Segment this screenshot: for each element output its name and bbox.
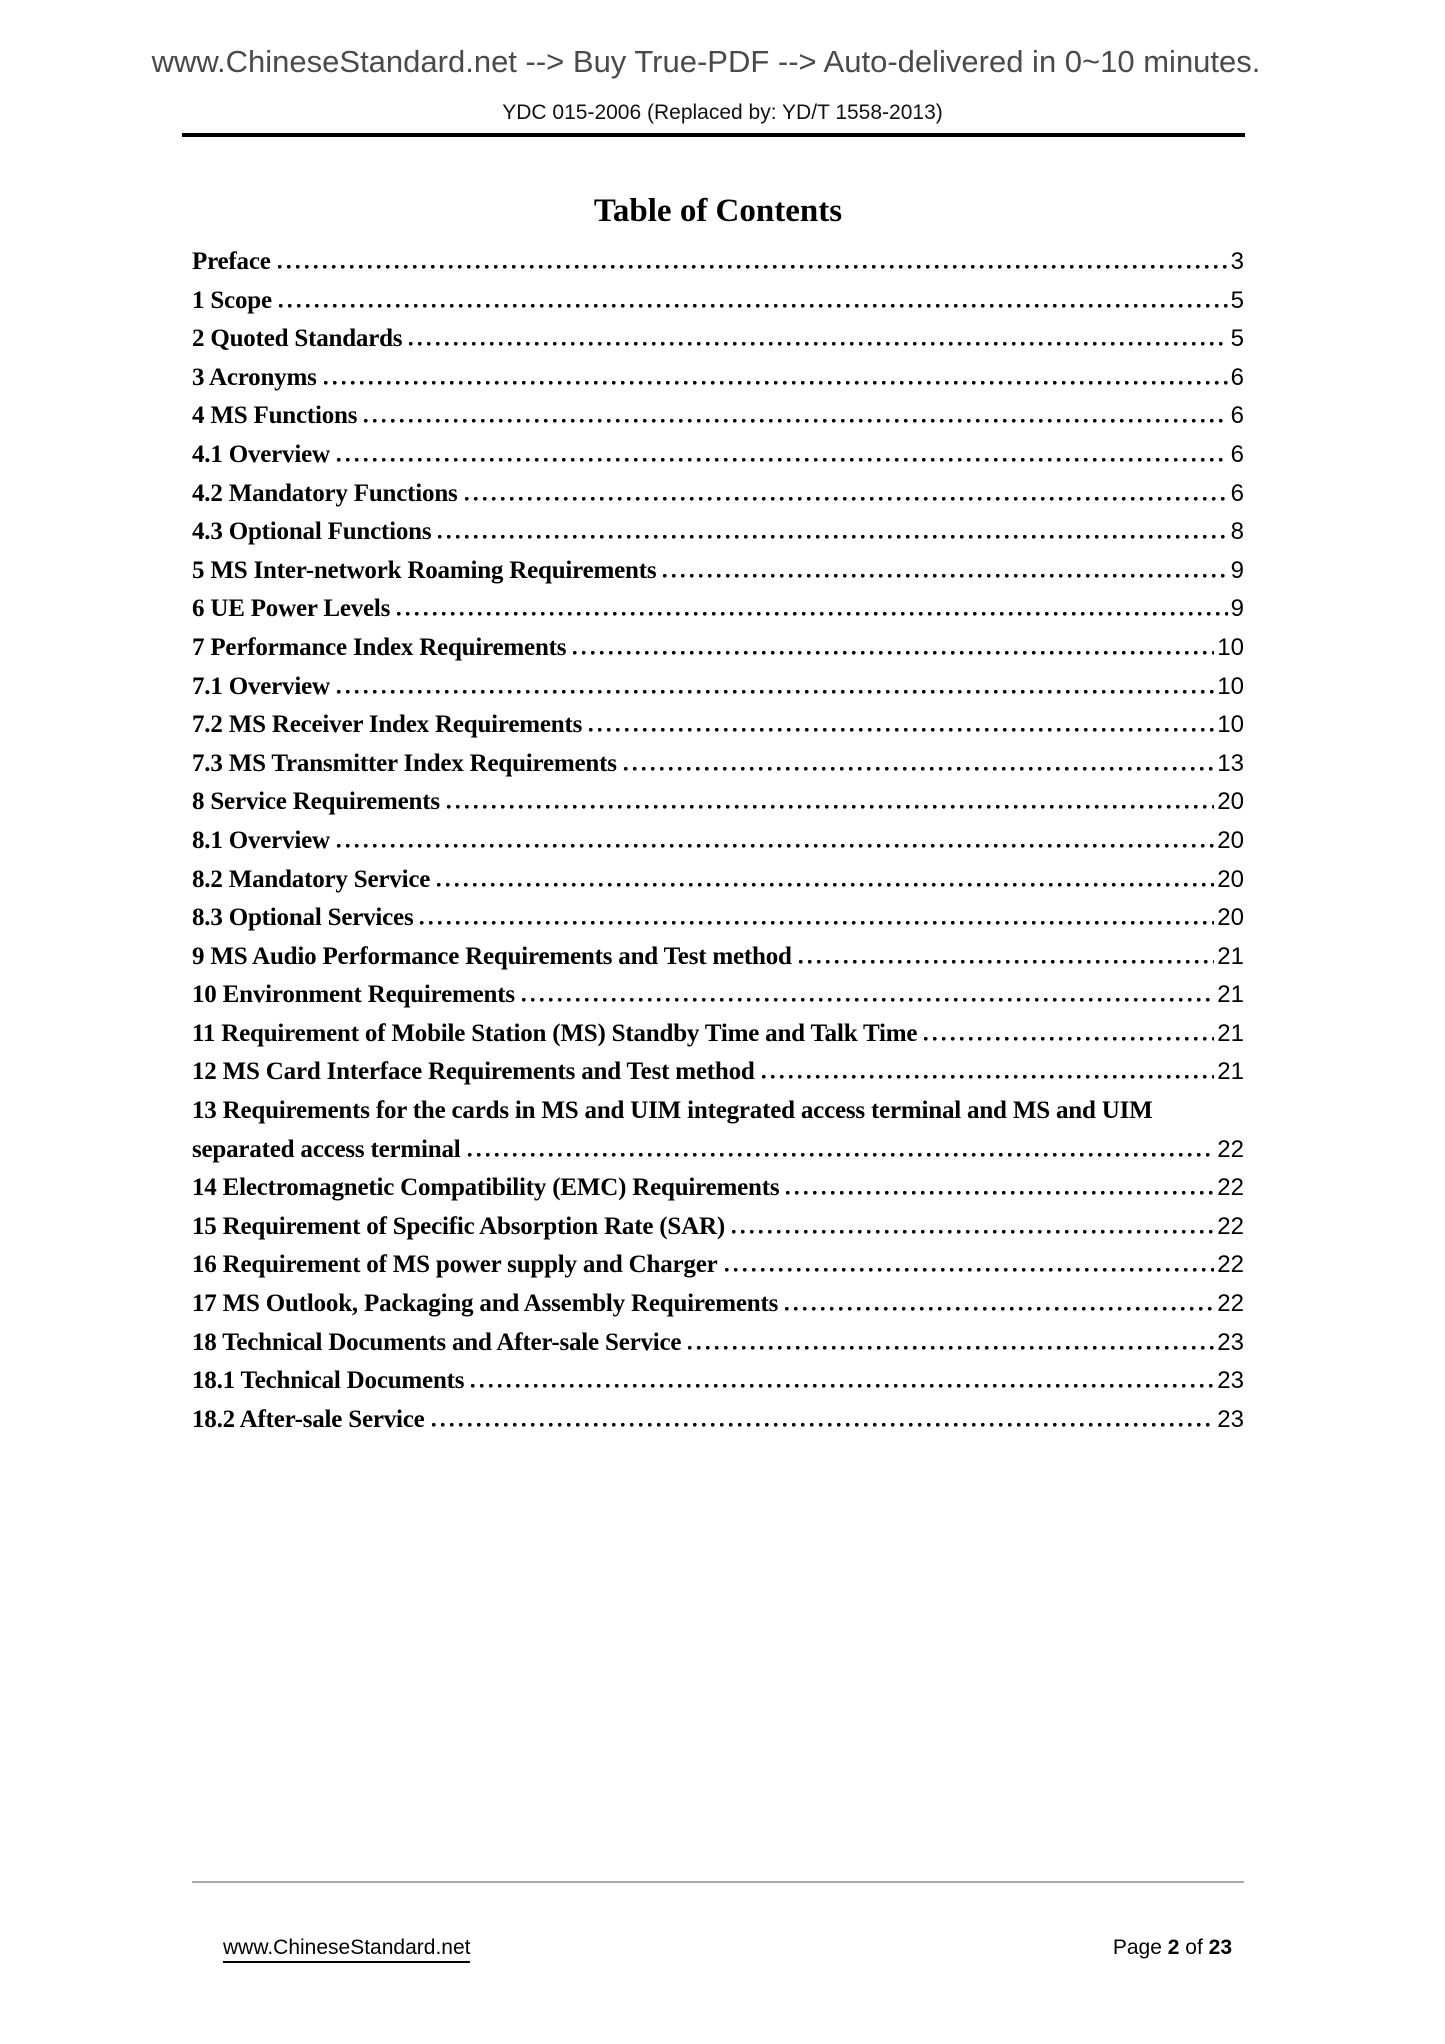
toc-entry — [192, 475, 1244, 514]
toc-dot-leader — [471, 1384, 1214, 1388]
toc-dot-leader — [468, 1153, 1215, 1157]
toc-entry-page: 22 — [1217, 1212, 1244, 1240]
toc-dot-leader — [409, 342, 1227, 346]
table-of-contents — [192, 243, 1244, 1439]
toc-entry-label: 10 Environment Requirements — [192, 981, 515, 1009]
toc-entry-page: 22 — [1217, 1135, 1244, 1163]
toc-entry-page: 5 — [1230, 286, 1244, 314]
toc-entry-label: 5 MS Inter-network Roaming Requirements — [192, 556, 657, 584]
toc-entry-label: 7.1 Overview — [192, 672, 330, 700]
toc-entry — [192, 668, 1244, 707]
toc-entry-label: 16 Requirement of MS power supply and Charger — [192, 1251, 718, 1279]
toc-entry-page: 10 — [1217, 633, 1244, 661]
toc-entry-label: 8.3 Optional Services — [192, 904, 414, 932]
toc-dot-leader — [364, 419, 1227, 423]
toc-entry-page: 8 — [1230, 518, 1244, 546]
toc-entry-page: 3 — [1230, 248, 1244, 275]
toc-entry — [192, 282, 1244, 321]
footer-page-indicator — [1113, 1936, 1232, 1960]
toc-entry-page: 6 — [1230, 479, 1244, 507]
toc-entry-page: 20 — [1217, 865, 1244, 893]
toc-entry-page: 10 — [1217, 711, 1244, 739]
toc-entry — [192, 552, 1244, 591]
toc-entry-label: 1 Scope — [192, 286, 272, 314]
toc-entry-page: 9 — [1230, 595, 1244, 623]
toc-entry — [192, 861, 1244, 900]
toc-entry-page: 21 — [1217, 1058, 1244, 1086]
toc-dot-leader — [279, 304, 1228, 308]
toc-dot-leader — [337, 844, 1214, 848]
toc-entry — [192, 822, 1244, 861]
toc-entry-label: Preface — [192, 248, 271, 275]
footer-of-label: of — [1185, 1936, 1203, 1959]
toc-entry-page: 9 — [1230, 556, 1244, 584]
toc-entry-page: 22 — [1217, 1251, 1244, 1279]
toc-entry-page: 6 — [1230, 440, 1244, 468]
toc-entry — [192, 745, 1244, 784]
toc-dot-leader — [663, 574, 1227, 578]
toc-entry-label: 18.1 Technical Documents — [192, 1367, 465, 1395]
toc-entry-label: 7.3 MS Transmitter Index Requirements — [192, 749, 617, 777]
toc-entry-page: 20 — [1217, 788, 1244, 816]
header-doc-id: YDC 015-2006 (Replaced by: YD/T 1558-2013) — [502, 101, 943, 124]
toc-entry-label: separated access terminal — [192, 1135, 461, 1163]
toc-dot-leader — [589, 728, 1214, 732]
toc-entry — [192, 243, 1244, 282]
toc-entry — [192, 899, 1244, 938]
toc-entry-page: 13 — [1217, 749, 1244, 777]
toc-dot-leader — [447, 805, 1214, 809]
toc-entry-label: 14 Electromagnetic Compatibility (EMC) Requirements — [192, 1174, 780, 1202]
toc-dot-leader — [573, 651, 1214, 655]
toc-entry-label: 6 UE Power Levels — [192, 595, 391, 623]
toc-dot-leader — [397, 612, 1227, 616]
header-note: www.ChineseStandard.net --> Buy True-PDF --> Auto-delivered in 0~10 minutes. — [151, 44, 1261, 79]
toc-entry-page: 22 — [1217, 1290, 1244, 1318]
toc-entry — [192, 938, 1244, 977]
toc-dot-leader — [725, 1268, 1215, 1272]
toc-dot-leader — [324, 381, 1228, 385]
toc-entry — [192, 1015, 1244, 1054]
toc-entry-label: 15 Requirement of Specific Absorption Rate (SAR) — [192, 1212, 725, 1240]
footer-page-total: 23 — [1208, 1936, 1232, 1959]
toc-dot-leader — [762, 1075, 1215, 1079]
toc-entry — [192, 320, 1244, 359]
toc-entry-page: 23 — [1217, 1328, 1244, 1356]
toc-entry — [192, 1401, 1244, 1440]
toc-entry — [192, 1285, 1244, 1324]
toc-entry-label: 2 Quoted Standards — [192, 325, 403, 353]
toc-entry-page: 10 — [1217, 672, 1244, 700]
toc-entry-label: 11 Requirement of Mobile Station (MS) Standby Time and Talk Time — [192, 1019, 918, 1047]
toc-entry-label: 4.3 Optional Functions — [192, 518, 432, 546]
toc-entry-label: 18.2 After-sale Service — [192, 1405, 425, 1433]
toc-entry — [192, 1131, 1244, 1170]
toc-entry — [192, 976, 1244, 1015]
toc-entry — [192, 783, 1244, 822]
toc-entry — [192, 359, 1244, 398]
toc-entry-page: 21 — [1217, 942, 1244, 970]
footer-page-label: Page — [1112, 1936, 1162, 1959]
toc-entry — [192, 436, 1244, 475]
toc-dot-leader — [465, 497, 1228, 501]
toc-entry-label: 3 Acronyms — [192, 363, 317, 391]
toc-entry — [192, 590, 1244, 629]
toc-entry — [192, 629, 1244, 668]
page-footer — [223, 1936, 1232, 1963]
toc-dot-leader — [337, 690, 1214, 694]
footer-divider — [192, 1881, 1244, 1883]
toc-entry-label: 17 MS Outlook, Packaging and Assembly Requirements — [192, 1290, 779, 1318]
toc-entry — [192, 706, 1244, 745]
toc-dot-leader — [785, 1307, 1214, 1311]
toc-entry-page: 20 — [1217, 904, 1244, 932]
toc-entry-page: 21 — [1217, 981, 1244, 1009]
toc-dot-leader — [420, 921, 1214, 925]
toc-dot-leader — [924, 1037, 1214, 1041]
toc-dot-leader — [522, 998, 1214, 1002]
toc-entry-page: 21 — [1217, 1019, 1244, 1047]
toc-entry-label: 8.2 Mandatory Service — [192, 865, 431, 893]
toc-entry-label: 4 MS Functions — [192, 402, 358, 430]
footer-site-link[interactable]: www.ChineseStandard.net — [223, 1936, 470, 1963]
toc-entry — [192, 1092, 1244, 1131]
toc-entry — [192, 1208, 1244, 1247]
toc-entry-label: 18 Technical Documents and After-sale Service — [192, 1328, 682, 1356]
toc-entry — [192, 1324, 1244, 1363]
toc-dot-leader — [732, 1230, 1214, 1234]
toc-entry-page: 23 — [1217, 1367, 1244, 1395]
header-divider — [182, 133, 1245, 137]
toc-entry — [192, 397, 1244, 436]
toc-entry-page: 23 — [1217, 1405, 1244, 1433]
toc-entry-label: 13 Requirements for the cards in MS and UIM integrated access terminal and MS and UIM — [192, 1097, 1153, 1125]
toc-dot-leader — [786, 1191, 1214, 1195]
toc-entry — [192, 1053, 1244, 1092]
toc-entry-page: 6 — [1230, 363, 1244, 391]
toc-dot-leader — [437, 883, 1214, 887]
toc-entry-label: 7.2 MS Receiver Index Requirements — [192, 711, 583, 739]
toc-dot-leader — [799, 960, 1215, 964]
toc-entry — [192, 1169, 1244, 1208]
toc-dot-leader — [432, 1423, 1215, 1427]
toc-dot-leader — [278, 265, 1228, 269]
toc-dot-leader — [688, 1346, 1214, 1350]
toc-dot-leader — [438, 535, 1227, 539]
toc-entry — [192, 1246, 1244, 1285]
toc-entry-label: 4.1 Overview — [192, 440, 330, 468]
toc-entry — [192, 1362, 1244, 1401]
toc-entry-label: 8.1 Overview — [192, 826, 330, 854]
toc-entry-label: 4.2 Mandatory Functions — [192, 479, 458, 507]
toc-dot-leader — [624, 767, 1215, 771]
toc-dot-leader — [337, 458, 1228, 462]
toc-entry-label: 7 Performance Index Requirements — [192, 633, 567, 661]
toc-entry-page: 5 — [1230, 325, 1244, 353]
toc-entry-label: 9 MS Audio Performance Requirements and Test method — [192, 942, 792, 970]
toc-entry-page: 20 — [1217, 826, 1244, 854]
page-title: Table of Contents — [593, 193, 843, 229]
toc-entry-label: 8 Service Requirements — [192, 788, 440, 816]
footer-page-current: 2 — [1167, 1936, 1180, 1959]
toc-entry-page: 22 — [1217, 1174, 1244, 1202]
toc-entry-label: 12 MS Card Interface Requirements and Test method — [192, 1058, 755, 1086]
toc-entry — [192, 513, 1244, 552]
toc-entry-page: 6 — [1230, 402, 1244, 430]
